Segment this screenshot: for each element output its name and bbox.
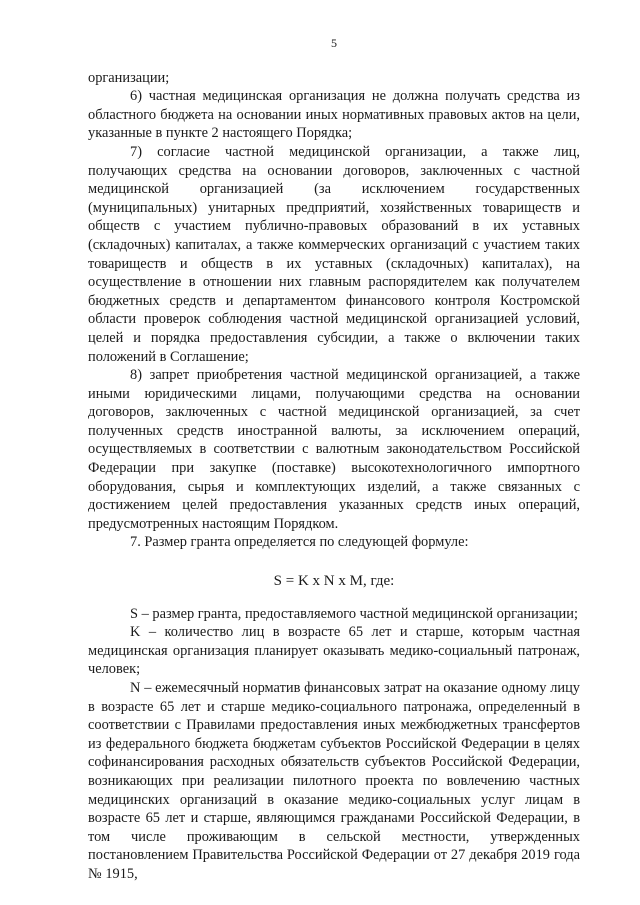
paragraph-item-7: 7) согласие частной медицинской организации, а также лиц, получающих средства на основании договоров, заключенных с частной медицинской организацией (за исключением государственных (муниципальных) унитарных предприятий, хозяйственных товариществ и обществ с участием публично-правовых образований в их уставных (складочных) капиталах, а также коммерческих организаций с участием таких товариществ и обществ в их уставных (складочных) капиталах), на осуществление в отношении них главным распорядителем как получателем бюджетных средств и департаментом финансового контроля Костромской области проверок соблюдения частной медицинской организацией условий, целей и порядка предоставления субсидии, а также о включении таких положений в Соглашение;	[88, 143, 580, 365]
page-number: 5	[331, 36, 337, 50]
paragraph-clause-7: 7. Размер гранта определяется по следующей формуле:	[130, 534, 469, 551]
definition-k: K – количество лиц в возрасте 65 лет и старше, которым частная медицинская организация планирует оказывать медико-социальный патронаж, человек;	[88, 624, 580, 678]
definition-n: N – ежемесячный норматив финансовых затрат на оказание одному лицу в возрасте 65 лет и старше медико-социального патронажа, определенный в соответствии с Правилами предоставления иных межбюджетных трансфертов из федерального бюджета бюджетам субъектов Российской Федерации в целях софинансирования расходных обязательств субъектов Российской Федерации, возникающих при реализации пилотного проекта по вовлечению частных медицинских организаций в оказание медико-социальных услуг лицам в возрасте 65 лет и старше, являющимся гражданами Российской Федерации, в том числе проживающим в сельской местности, утвержденных постановлением Правительства Российской Федерации от 27 декабря 2019 года № 1915,	[88, 680, 580, 882]
grant-formula: S = K x N x M, где:	[273, 573, 395, 590]
document-page	[88, 34, 580, 884]
definition-s: S – размер гранта, предоставляемого частной медицинской организации;	[130, 605, 578, 622]
paragraph-continuation: организации;	[88, 69, 170, 86]
paragraph-item-6: 6) частная медицинская организация не должна получать средства из областного бюджета на основании иных нормативных правовых актов на цели, указанные в пункте 2 настоящего Порядка;	[88, 88, 580, 142]
paragraph-item-8: 8) запрет приобретения частной медицинской организацией, а также иными юридическими лицами, получающими средства на основании договоров, заключенных с частной медицинской организацией, за счет полученных средств иностранной валюты, за исключением операций, осуществляемых в соответствии с валютным законодательством Российской Федерации при закупке (поставке) высокотехнологичного импортного оборудования, сырья и комплектующих изделий, а также связанных с достижением целей предоставления указанных средств иных операций, предусмотренных настоящим Порядком.	[88, 367, 580, 532]
